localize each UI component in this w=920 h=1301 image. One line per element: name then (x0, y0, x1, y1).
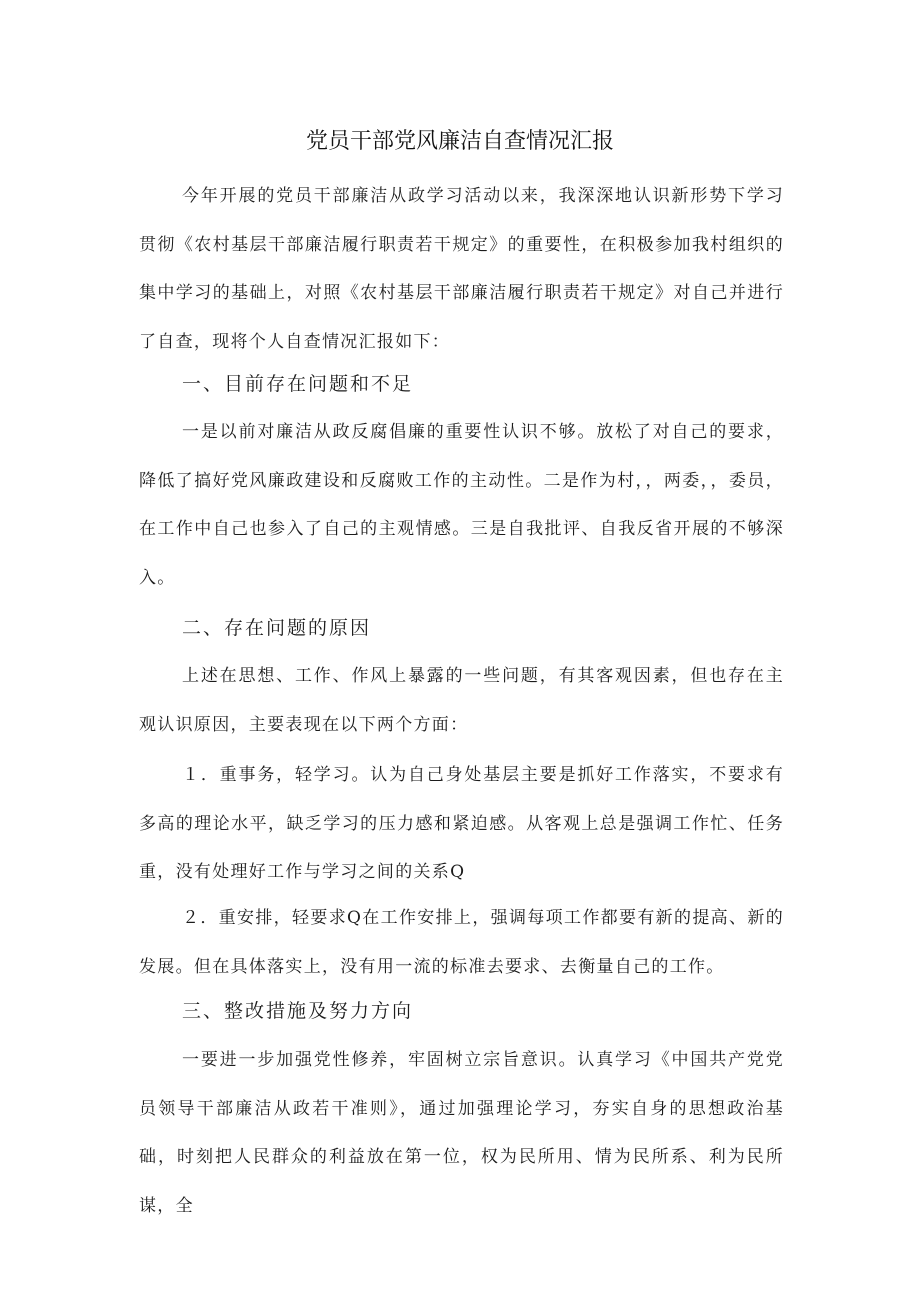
cause-item-2: ２．重安排，轻要求Q在工作安排上，强调每项工作都要有新的提高、新的发展。但在具体落实上，没有用一流的标准去要求、去衡量自己的工作。 (139, 908, 784, 977)
section-heading-measures: 三、整改措施及努力方向 (182, 1000, 414, 1022)
measures-paragraph: 一要进一步加强党性修养，牢固树立宗旨意识。认真学习《中国共产党党员领导干部廉洁从政若干准则》，通过加强理论学习，夯实自身的思想政治基础，时刻把人民群众的利益放在第一位，权为民所用、情为民所系、利为民所谋，全 (139, 1050, 784, 1216)
section-heading-causes: 二、存在问题的原因 (182, 617, 372, 639)
problems-paragraph: 一是以前对廉洁从政反腐倡廉的重要性认识不够。放松了对自己的要求，降低了搞好党风廉政建设和反腐败工作的主动性。二是作为村，，两委，，委员，在工作中自己也参入了自己的主观情感。三是自我批评、自我反省开展的不够深入。 (139, 422, 784, 588)
intro-paragraph: 今年开展的党员干部廉洁从政学习活动以来，我深深地认识新形势下学习贯彻《农村基层干部廉洁履行职责若干规定》的重要性，在积极参加我村组织的集中学习的基础上，对照《农村基层干部廉洁履行职责若干规定》对自己并进行了自查，现将个人自查情况汇报如下： (139, 186, 784, 352)
section-heading-problems: 一、目前存在问题和不足 (182, 373, 414, 395)
causes-intro-paragraph: 上述在思想、工作、作风上暴露的一些问题，有其客观因素，但也存在主观认识原因，主要表现在以下两个方面： (139, 666, 784, 735)
document-title: 党员干部党风廉洁自查情况汇报 (305, 129, 614, 154)
cause-item-1: １．重事务，轻学习。认为自己身处基层主要是抓好工作落实，不要求有多高的理论水平，缺乏学习的压力感和紧迫感。从客观上总是强调工作忙、任务重，没有处理好工作与学习之间的关系Q (139, 765, 784, 882)
